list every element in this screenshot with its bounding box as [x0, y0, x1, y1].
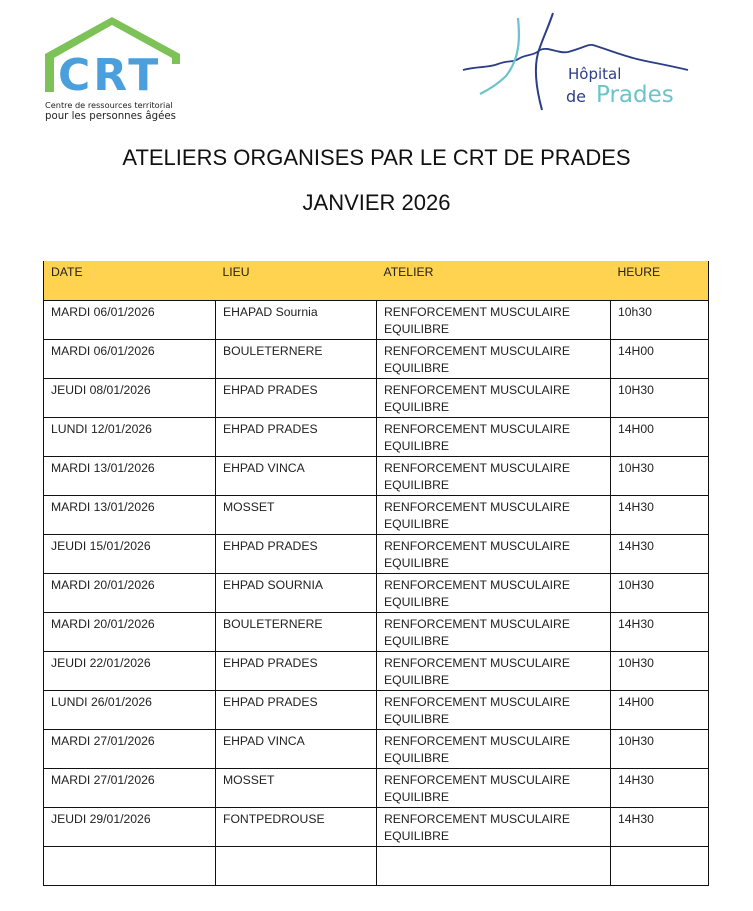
atelier-line-2: EQUILIBRE — [384, 361, 450, 375]
table-row-empty — [44, 847, 709, 886]
table-header-row — [44, 261, 709, 301]
atelier-line-1: RENFORCEMENT MUSCULAIRE — [384, 578, 570, 592]
cell-date: MARDI 13/01/2026 — [44, 457, 216, 496]
atelier-line-1: RENFORCEMENT MUSCULAIRE — [384, 344, 570, 358]
cell-atelier — [377, 496, 611, 535]
atelier-line-1: RENFORCEMENT MUSCULAIRE — [384, 812, 570, 826]
cell-date: MARDI 06/01/2026 — [44, 301, 216, 340]
hospital-logo-de: de — [566, 87, 586, 106]
cell-date: MARDI 06/01/2026 — [44, 340, 216, 379]
cell-heure: 14H30 — [611, 613, 709, 652]
cell-heure: 14H00 — [611, 340, 709, 379]
cell-date: MARDI 27/01/2026 — [44, 730, 216, 769]
table-row — [44, 691, 709, 730]
table-row — [44, 652, 709, 691]
crt-logo — [40, 14, 190, 124]
atelier-line-2: EQUILIBRE — [384, 517, 450, 531]
cell-heure: 14H00 — [611, 418, 709, 457]
atelier-line-2: EQUILIBRE — [384, 322, 450, 336]
table-row — [44, 535, 709, 574]
atelier-line-1: RENFORCEMENT MUSCULAIRE — [384, 500, 570, 514]
atelier-line-1: RENFORCEMENT MUSCULAIRE — [384, 617, 570, 631]
cell-heure: 10H30 — [611, 574, 709, 613]
table-row — [44, 574, 709, 613]
cell-date: MARDI 20/01/2026 — [44, 574, 216, 613]
table-row — [44, 613, 709, 652]
column-header-heure: HEURE — [611, 261, 709, 301]
atelier-line-2: EQUILIBRE — [384, 712, 450, 726]
cell-date: MARDI 20/01/2026 — [44, 613, 216, 652]
cell-atelier — [377, 730, 611, 769]
hospital-logo-line1: Hôpital — [568, 65, 622, 83]
cell-heure: 10H30 — [611, 652, 709, 691]
table-row — [44, 730, 709, 769]
cell-lieu: EHPAD PRADES — [216, 379, 377, 418]
column-header-atelier: ATELIER — [377, 261, 611, 301]
column-header-date: DATE — [44, 261, 216, 301]
atelier-line-2: EQUILIBRE — [384, 478, 450, 492]
cell-date: LUNDI 12/01/2026 — [44, 418, 216, 457]
cell-atelier — [377, 301, 611, 340]
crt-logo-subtitle-line2: pour les personnes âgées — [45, 111, 176, 122]
cell-heure: 14H30 — [611, 496, 709, 535]
cell-lieu: MOSSET — [216, 496, 377, 535]
cell-heure: 14H30 — [611, 535, 709, 574]
cell-atelier — [377, 769, 611, 808]
cell-lieu: MOSSET — [216, 769, 377, 808]
hospital-logo — [458, 8, 693, 118]
cell-atelier — [377, 535, 611, 574]
table-row — [44, 496, 709, 535]
crt-logo-letters: CRT — [58, 50, 162, 101]
cell-empty — [44, 847, 216, 886]
atelier-line-1: RENFORCEMENT MUSCULAIRE — [384, 539, 570, 553]
cell-lieu: EHPAD VINCA — [216, 730, 377, 769]
cell-date: JEUDI 22/01/2026 — [44, 652, 216, 691]
table-row — [44, 808, 709, 847]
cell-date: LUNDI 26/01/2026 — [44, 691, 216, 730]
table-row — [44, 418, 709, 457]
cell-date: JEUDI 15/01/2026 — [44, 535, 216, 574]
document-subtitle: JANVIER 2026 — [302, 190, 451, 215]
atelier-line-1: RENFORCEMENT MUSCULAIRE — [384, 695, 570, 709]
cell-date: MARDI 13/01/2026 — [44, 496, 216, 535]
table-body — [44, 301, 709, 886]
cell-lieu: FONTPEDROUSE — [216, 808, 377, 847]
atelier-line-2: EQUILIBRE — [384, 829, 450, 843]
document-title: ATELIERS ORGANISES PAR LE CRT DE PRADES — [122, 145, 631, 170]
cell-heure: 10H30 — [611, 730, 709, 769]
cell-lieu: EHPAD SOURNIA — [216, 574, 377, 613]
cell-atelier — [377, 808, 611, 847]
cell-atelier — [377, 379, 611, 418]
column-header-lieu: LIEU — [216, 261, 377, 301]
cell-heure: 14H30 — [611, 808, 709, 847]
atelier-line-2: EQUILIBRE — [384, 556, 450, 570]
cell-atelier — [377, 340, 611, 379]
cell-empty — [611, 847, 709, 886]
cell-lieu: EHPAD PRADES — [216, 691, 377, 730]
cell-empty — [377, 847, 611, 886]
table-row — [44, 379, 709, 418]
atelier-line-1: RENFORCEMENT MUSCULAIRE — [384, 422, 570, 436]
atelier-line-2: EQUILIBRE — [384, 790, 450, 804]
cell-heure: 10H30 — [611, 457, 709, 496]
schedule-table — [43, 261, 709, 886]
cell-empty — [216, 847, 377, 886]
atelier-line-2: EQUILIBRE — [384, 400, 450, 414]
cell-atelier — [377, 574, 611, 613]
cell-lieu: BOULETERNERE — [216, 613, 377, 652]
table-row — [44, 457, 709, 496]
atelier-line-1: RENFORCEMENT MUSCULAIRE — [384, 461, 570, 475]
cell-date: JEUDI 29/01/2026 — [44, 808, 216, 847]
atelier-line-1: RENFORCEMENT MUSCULAIRE — [384, 656, 570, 670]
cell-atelier — [377, 613, 611, 652]
cell-lieu: BOULETERNERE — [216, 340, 377, 379]
cell-heure: 14H30 — [611, 769, 709, 808]
cell-lieu: EHAPAD Sournia — [216, 301, 377, 340]
cell-atelier — [377, 418, 611, 457]
cell-atelier — [377, 691, 611, 730]
cell-lieu: EHPAD VINCA — [216, 457, 377, 496]
atelier-line-1: RENFORCEMENT MUSCULAIRE — [384, 305, 570, 319]
crt-logo-subtitle-line1: Centre de ressources territorial — [45, 100, 173, 110]
cell-heure: 14H00 — [611, 691, 709, 730]
atelier-line-1: RENFORCEMENT MUSCULAIRE — [384, 773, 570, 787]
cell-atelier — [377, 457, 611, 496]
cell-heure: 10H30 — [611, 379, 709, 418]
cell-heure: 10h30 — [611, 301, 709, 340]
atelier-line-2: EQUILIBRE — [384, 673, 450, 687]
table-row — [44, 769, 709, 808]
atelier-line-1: RENFORCEMENT MUSCULAIRE — [384, 383, 570, 397]
cell-date: JEUDI 08/01/2026 — [44, 379, 216, 418]
atelier-line-1: RENFORCEMENT MUSCULAIRE — [384, 734, 570, 748]
hospital-logo-prades: Prades — [596, 82, 674, 108]
cell-lieu: EHPAD PRADES — [216, 535, 377, 574]
atelier-line-2: EQUILIBRE — [384, 595, 450, 609]
atelier-line-2: EQUILIBRE — [384, 439, 450, 453]
cell-date: MARDI 27/01/2026 — [44, 769, 216, 808]
table-row — [44, 301, 709, 340]
cell-lieu: EHPAD PRADES — [216, 652, 377, 691]
table-row — [44, 340, 709, 379]
cell-atelier — [377, 652, 611, 691]
cell-lieu: EHPAD PRADES — [216, 418, 377, 457]
atelier-line-2: EQUILIBRE — [384, 634, 450, 648]
atelier-line-2: EQUILIBRE — [384, 751, 450, 765]
